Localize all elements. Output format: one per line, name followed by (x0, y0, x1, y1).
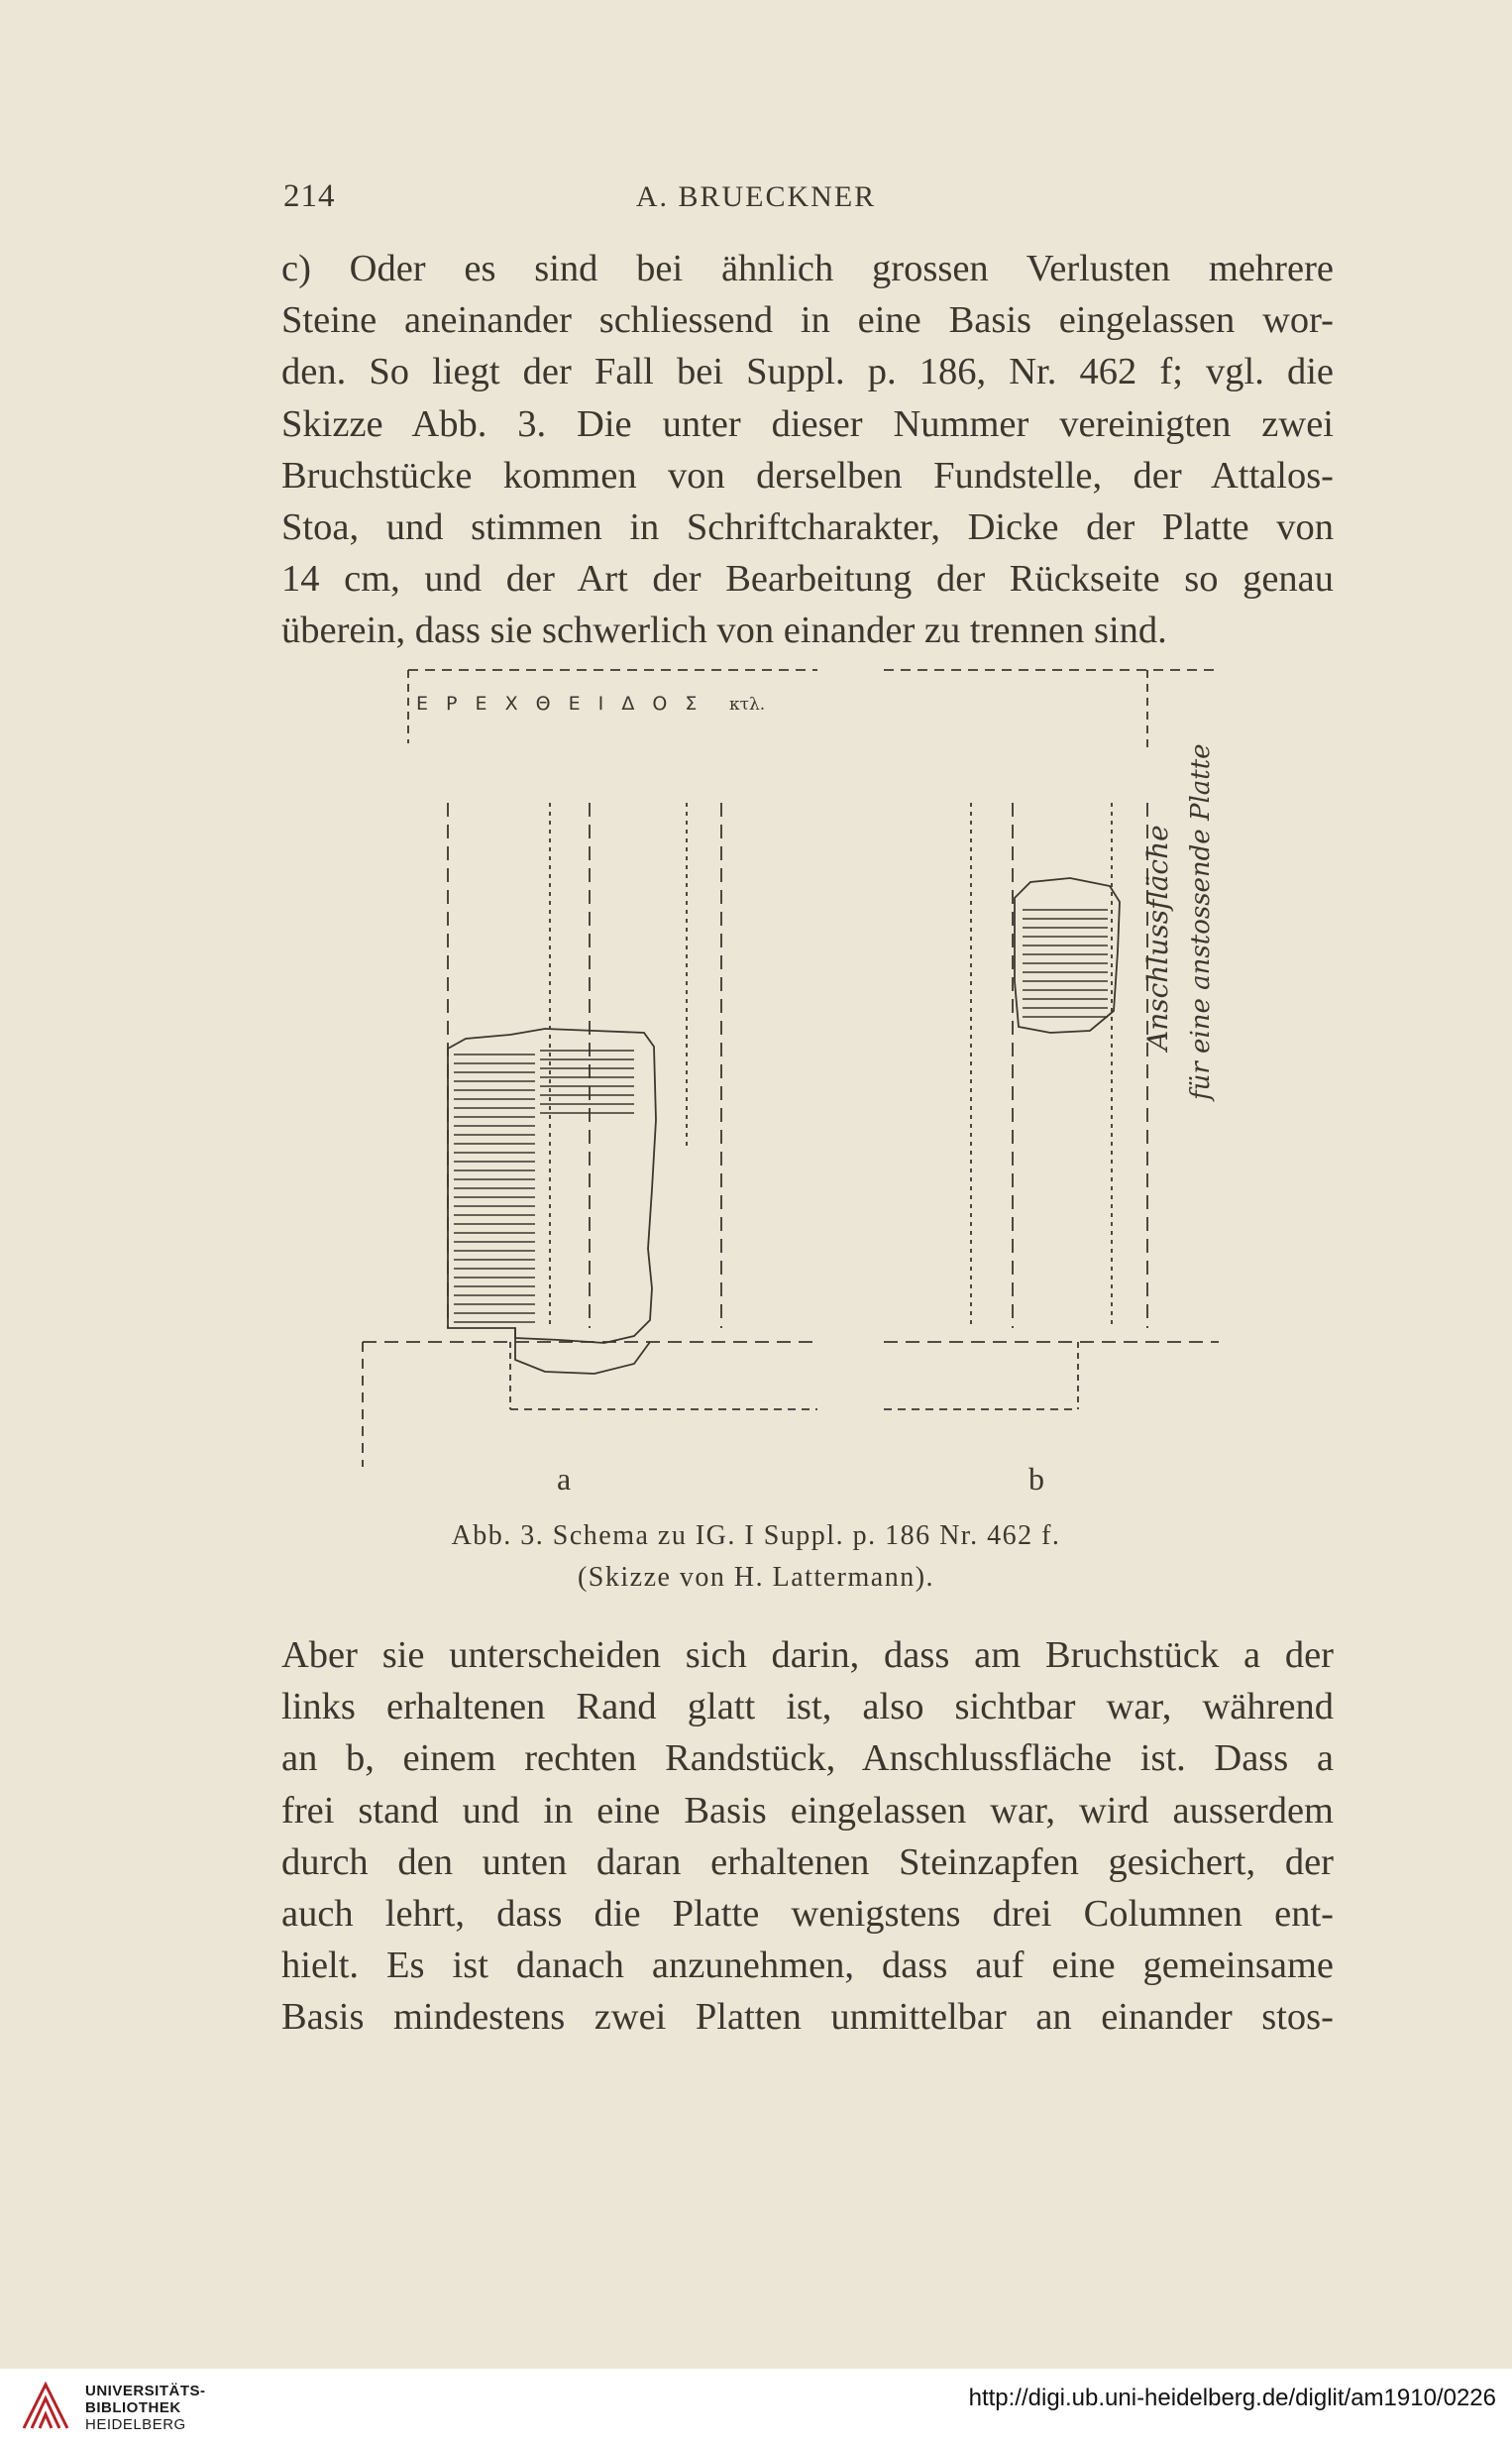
sketch-drawing (337, 654, 1248, 1506)
text-line: Skizze Abb. 3. Die unter dieser Nummer vereinigten zwei (281, 402, 1334, 445)
paragraph-2 (281, 1629, 1334, 2044)
text-line: überein, dass sie schwerlich von einander zu trennen sind. (281, 610, 1167, 652)
page-number: 214 (283, 178, 336, 214)
source-url-link[interactable]: http://digi.ub.uni-heidelberg.de/diglit/am1910/0226 (968, 2385, 1496, 2411)
text-line: Aber sie unterscheiden sich darin, dass am Bruchstück a der (281, 1634, 1334, 1676)
text-line: hielt. Es ist danach anzunehmen, dass auf eine gemeinsame (281, 1945, 1334, 1987)
inscription-abbrev: κτλ. (729, 695, 766, 715)
running-title: A. BRUECKNER (635, 180, 877, 213)
inscription-text: Ε Ρ Ε Χ Θ Ε Ι Δ Ο Σ (416, 693, 703, 715)
text-line: links erhaltenen Rand glatt ist, also sichtbar war, während (281, 1686, 1334, 1728)
hatching-a (454, 1051, 634, 1322)
hatching-b (1023, 910, 1108, 1017)
library-name-line-2: BIBLIOTHEK (85, 2399, 181, 2416)
label-a: a (557, 1461, 572, 1497)
text-line: Basis mindestens zwei Platten unmittelbar an einander stos- (281, 1996, 1334, 2039)
paragraph-1 (281, 243, 1334, 657)
text-line: Bruchstücke kommen von derselben Fundstelle, der Attalos- (281, 454, 1334, 497)
library-emblem-icon (16, 2377, 75, 2436)
side-note-line-2: für eine anstossende Platte (1186, 743, 1216, 1100)
text-line: 14 cm, und der Art der Bearbeitung der Rückseite so genau (281, 558, 1334, 601)
text-line: frei stand und in eine Basis eingelassen war, wird ausserdem (281, 1789, 1334, 1832)
figure-sketch (337, 654, 1248, 1506)
library-name-line-1: UNIVERSITÄTS- (85, 2383, 206, 2399)
side-note-line-1: Anschlussfläche (1141, 825, 1174, 1051)
library-logo[interactable] (16, 2377, 214, 2436)
fragment-b-outline (1015, 878, 1120, 1033)
text-line: durch den unten daran erhaltenen Steinzapfen gesichert, der (281, 1840, 1334, 1883)
text-line: c) Oder es sind bei ähnlich grossen Verlusten mehrere (281, 248, 1334, 289)
text-line: auch lehrt, dass die Platte wenigstens drei Columnen ent- (281, 1893, 1334, 1936)
caption-line-2: (Skizze von H. Lattermann). (577, 1562, 935, 1593)
tenon-outline (515, 1328, 650, 1374)
text-line: den. So liegt der Fall bei Suppl. p. 186, Nr. 462 f; vgl. die (281, 351, 1334, 393)
caption-line-1: Abb. 3. Schema zu IG. I Suppl. p. 186 Nr. 462 f. (451, 1520, 1061, 1551)
text-line: Steine aneinander schliessend in eine Basis eingelassen wor- (281, 299, 1334, 342)
text-line: Stoa, und stimmen in Schriftcharakter, Dicke der Platte von (281, 506, 1334, 549)
text-line: an b, einem rechten Randstück, Anschlussfläche ist. Dass a (281, 1737, 1334, 1780)
label-b: b (1028, 1461, 1044, 1497)
library-name-line-3: HEIDELBERG (85, 2416, 186, 2433)
